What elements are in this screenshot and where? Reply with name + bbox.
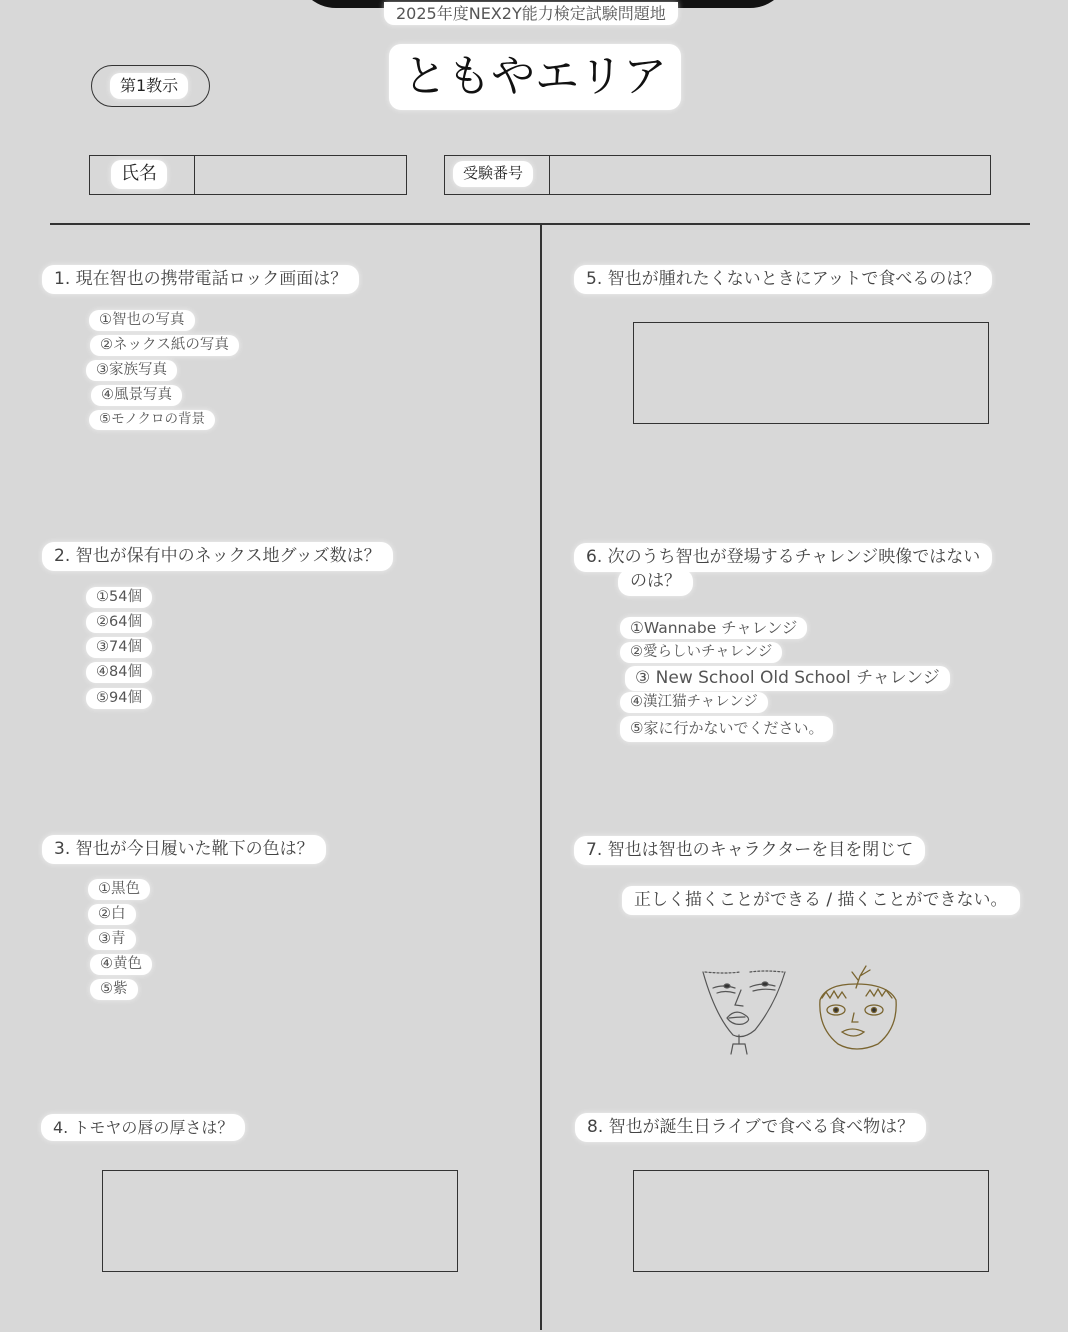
question-6-line-2: のは？	[618, 569, 693, 596]
question-8: 8. 智也が誕生日ライブで食べる食べ物は？	[575, 1113, 926, 1142]
q6-option-1[interactable]: ①Wannabe チャレンジ	[620, 617, 807, 639]
vertical-divider	[540, 224, 542, 1330]
q2-option-5[interactable]: ⑤94個	[86, 688, 152, 709]
q6-option-4[interactable]: ④漢江猫チャレンジ	[620, 692, 768, 713]
q1-option-4[interactable]: ④風景写真	[91, 385, 182, 406]
question-3: 3. 智也が今日履いた靴下の色は？	[42, 835, 326, 864]
q7-choice[interactable]: 正しく描くことができる / 描くことができない。	[622, 886, 1020, 915]
q4-answer-box[interactable]	[102, 1170, 458, 1272]
q3-option-4[interactable]: ④黄色	[90, 954, 152, 975]
q3-option-3[interactable]: ③青	[88, 929, 136, 950]
question-7: 7. 智也は智也のキャラクターを目を閉じて	[574, 836, 925, 865]
period-label: 第1教示	[110, 73, 188, 99]
q3-option-5[interactable]: ⑤紫	[90, 979, 138, 1000]
q5-answer-box[interactable]	[633, 322, 989, 424]
q1-option-5[interactable]: ⑤モノクロの背景	[89, 410, 215, 430]
exam-subtitle: 2025年度NEX2Y能力検定試験問題地	[384, 2, 678, 25]
q6-option-5[interactable]: ⑤家に行かないでください。	[620, 716, 833, 742]
question-2: 2. 智也が保有中のネックス地グッズ数は？	[42, 542, 393, 571]
q2-option-2[interactable]: ②64個	[86, 612, 152, 633]
q3-option-1[interactable]: ①黒色	[88, 879, 150, 900]
q3-option-2[interactable]: ②白	[88, 904, 136, 925]
face-drawing-eyes-open	[808, 958, 903, 1056]
q8-answer-box[interactable]	[633, 1170, 989, 1272]
q6-option-3[interactable]: ③ New School Old School チャレンジ	[625, 666, 950, 691]
q2-option-4[interactable]: ④84個	[86, 662, 152, 683]
face-drawing-eyes-closed	[695, 960, 790, 1056]
exam-number-label: 受験番号	[453, 161, 533, 187]
page-title: ともやエリア	[389, 44, 681, 110]
name-label: 氏名	[111, 160, 167, 189]
q1-option-1[interactable]: ①智也の写真	[89, 310, 195, 331]
q2-option-3[interactable]: ③74個	[86, 637, 152, 658]
q6-option-2[interactable]: ②愛らしいチャレンジ	[620, 642, 782, 663]
question-5: 5. 智也が腫れたくないときにアットで食べるのは？	[574, 265, 992, 294]
question-1: 1. 現在智也の携帯電話ロック画面は？	[42, 265, 359, 294]
q1-option-3[interactable]: ③家族写真	[86, 360, 177, 381]
question-4: 4. トモヤの唇の厚さは？	[41, 1114, 245, 1141]
question-6-line-1: 6. 次のうち智也が登場するチャレンジ映像ではない	[574, 543, 992, 572]
q2-option-1[interactable]: ①54個	[86, 587, 152, 608]
q1-option-2[interactable]: ②ネックス紙の写真	[90, 335, 239, 356]
